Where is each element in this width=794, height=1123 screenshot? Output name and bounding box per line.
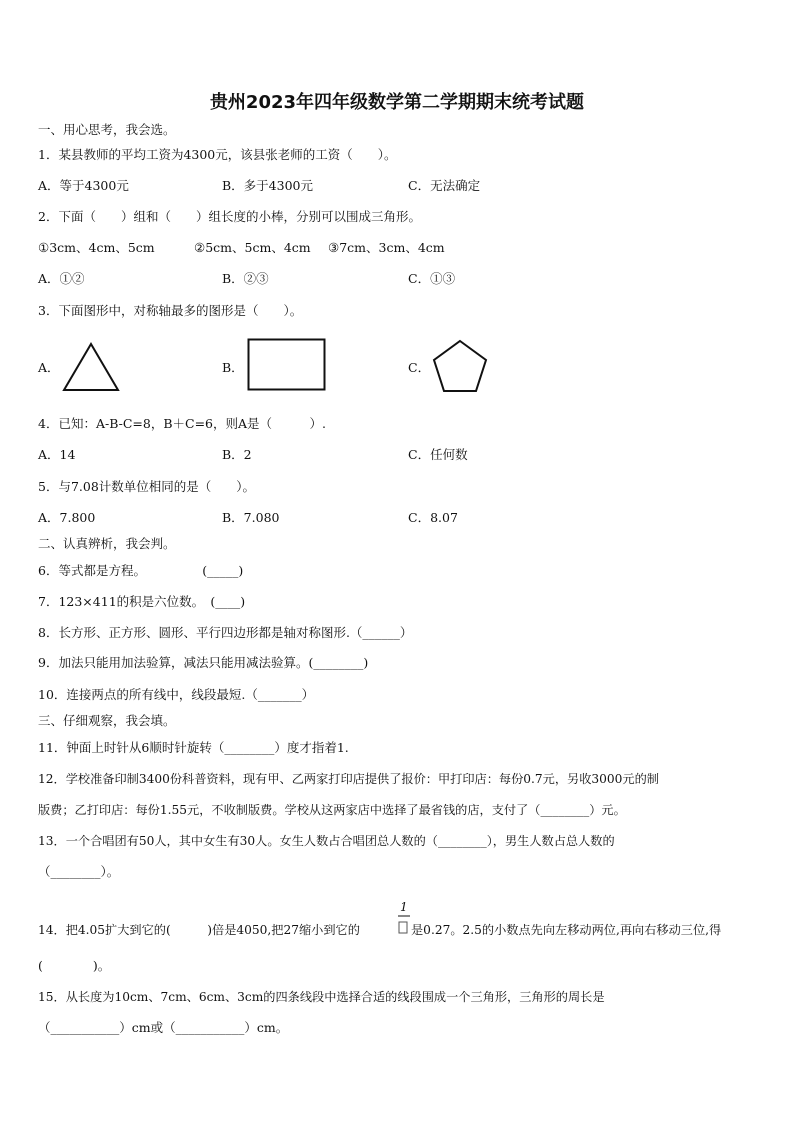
question-12-line-1: 12．学校准备印制3400份科普资料，现有甲、乙两家打印店提供了报价：甲打印店：每份0.7元，另收3000元的制 bbox=[38, 772, 659, 786]
question-4-stem: 4．已知：A-B-C=8，B＋C=6，则A是（ ）. bbox=[38, 416, 327, 431]
question-14-fraction-box bbox=[397, 915, 411, 935]
question-10: 10．连接两点的所有线中，线段最短.（_______） bbox=[38, 687, 315, 702]
question-1-option-c: C．无法确定 bbox=[408, 178, 481, 193]
question-6: 6．等式都是方程。 (_____) bbox=[38, 563, 244, 578]
question-12-line-2: 版费；乙打印店：每份1.55元，不收制版费。学校从这两家店中选择了最省钱的店，支付了（________）元。 bbox=[38, 803, 626, 817]
question-5-option-c: C．8.07 bbox=[408, 510, 458, 525]
question-2-option-c: C．①③ bbox=[408, 271, 456, 286]
question-2-option-a: A．①② bbox=[38, 271, 85, 286]
question-2-group-3: ③7cm、3cm、4cm bbox=[328, 240, 445, 255]
question-11: 11．钟面上时针从6顺时针旋转（________）度才指着1. bbox=[38, 740, 349, 755]
pentagon-shape bbox=[430, 338, 490, 394]
question-14-line-1a: 14．把4.05扩大到它的( )倍是4050,把27缩小到它的 bbox=[38, 923, 360, 937]
question-3-stem: 3．下面图形中，对称轴最多的图形是（ ）。 bbox=[38, 303, 303, 318]
question-4-option-a: A．14 bbox=[38, 447, 76, 462]
question-13-line-2: （________）。 bbox=[38, 864, 120, 879]
question-3-option-b: B． bbox=[222, 360, 244, 375]
question-5-stem: 5．与7.08计数单位相同的是（ ）。 bbox=[38, 479, 256, 494]
question-9: 9．加法只能用加法验算，减法只能用减法验算。(________) bbox=[38, 655, 369, 670]
question-1-option-a: A．等于4300元 bbox=[38, 178, 129, 193]
question-2-option-b: B．②③ bbox=[222, 271, 269, 286]
triangle-shape bbox=[62, 342, 120, 392]
section-heading-3: 三、仔细观察，我会填。 bbox=[38, 713, 176, 728]
page-title: 贵州2023年四年级数学第二学期期末统考试题 bbox=[209, 92, 585, 113]
question-1-stem: 1．某县教师的平均工资为4300元，该县张老师的工资（ ）。 bbox=[38, 147, 397, 162]
question-14-line-1b: 是0.27。2.5的小数点先向左移动两位,再向右移动三位,得 bbox=[411, 923, 722, 937]
question-3-option-c: C． bbox=[408, 360, 431, 375]
question-7: 7．123×411的积是六位数。 (____) bbox=[38, 594, 246, 609]
question-3-option-a: A． bbox=[38, 360, 60, 375]
question-5-option-a: A．7.800 bbox=[38, 510, 96, 525]
question-14-line-2: ( )。 bbox=[38, 958, 111, 973]
question-8: 8．长方形、正方形、圆形、平行四边形都是轴对称图形.（______） bbox=[38, 625, 413, 640]
question-4-option-b: B．2 bbox=[222, 447, 252, 462]
question-1-option-b: B．多于4300元 bbox=[222, 178, 313, 193]
rectangle-shape bbox=[247, 338, 327, 392]
question-15-line-2: （___________）cm或（___________）cm。 bbox=[38, 1020, 289, 1035]
question-13-line-1: 13．一个合唱团有50人，其中女生有30人。女生人数占合唱团总人数的（________），男生人数占总人数的 bbox=[38, 834, 615, 848]
question-5-option-b: B．7.080 bbox=[222, 510, 280, 525]
question-2-group-2: ②5cm、5cm、4cm bbox=[194, 240, 311, 255]
question-2-group-1: ①3cm、4cm、5cm bbox=[38, 240, 155, 255]
question-2-stem: 2．下面（ ）组和（ ）组长度的小棒，分别可以围成三角形。 bbox=[38, 209, 421, 224]
question-4-option-c: C．任何数 bbox=[408, 447, 468, 462]
section-heading-2: 二、认真辨析，我会判。 bbox=[38, 536, 176, 551]
question-15-line-1: 15．从长度为10cm、7cm、6cm、3cm的四条线段中选择合适的线段围成一个三角形，三角形的周长是 bbox=[38, 990, 605, 1004]
question-14-fraction-numerator: 1 bbox=[400, 900, 408, 914]
section-heading-1: 一、用心思考，我会选。 bbox=[38, 122, 176, 137]
